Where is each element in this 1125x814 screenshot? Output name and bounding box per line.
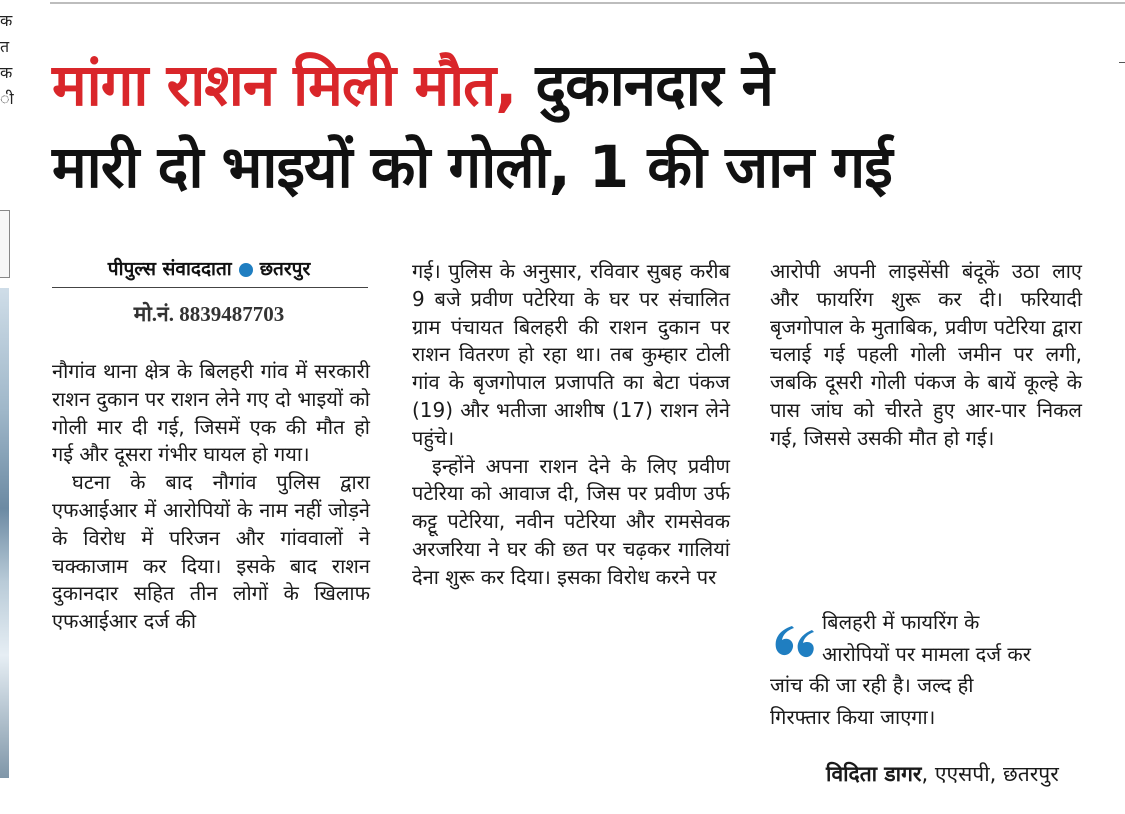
left-fragment: ी	[0, 89, 14, 108]
paragraph: नौगांव थाना क्षेत्र के बिलहरी गांव में सरकारी राशन दुकान पर राशन लेने गए दो भाइयों को गोली मार दी गई, जिसमें एक की मौत हो गई और दूसरा गंभीर घायल हो गया।	[52, 359, 370, 467]
adjacent-article-edge	[0, 0, 42, 814]
quote-line: बिलहरी में फायरिंग के	[822, 610, 980, 634]
paragraph: गई। पुलिस के अनुसार, रविवार सुबह करीब 9 बजे प्रवीण पटेरिया के घर पर संचालित ग्राम पंचायत बिलहरी की राशन दुकान पर राशन वितरण हो रहा था। तब कुम्हार टोली गांव के बृजगोपाल प्रजापति का बेटा पंकज (19) और भतीजा आशीष (17) राशन लेने पहुंचे।	[412, 259, 730, 450]
left-fragment: क	[0, 63, 13, 82]
reporter-name: पीपुल्स संवाददाता	[107, 258, 232, 280]
bullet-dot-icon	[239, 263, 253, 277]
quote-line: गिरफ्तार किया जाएगा।	[770, 704, 936, 729]
left-fragment: त	[0, 37, 10, 56]
headline-highlight: मांगा राशन मिली मौत	[52, 51, 496, 119]
byline-divider	[52, 287, 368, 288]
left-fragment: क	[0, 11, 13, 30]
quote-attribution	[826, 760, 1059, 788]
dateline-city: छतरपुर	[259, 258, 311, 280]
headline: मांगा राशन मिली मौत, दुकानदार ने मारी दो भाइयों को गोली, 1 की जान गई	[52, 51, 892, 201]
adjacent-photo	[0, 288, 9, 778]
speaker-name: विदिता डागर	[826, 762, 922, 786]
speaker-designation: , एएसपी, छतरपुर	[921, 762, 1059, 786]
top-rule	[50, 2, 1125, 4]
article-column-1	[52, 358, 370, 636]
quote-line: आरोपियों पर मामला दर्ज कर	[822, 641, 1031, 666]
paragraph: घटना के बाद नौगांव पुलिस द्वारा एफआईआर में आरोपियों के नाम नहीं जोड़ने के विरोध में परिजन और गांववालों ने चक्काजाम कर दिया। इसके बाद राशन दुकानदार सहित तीन लोगों के खिलाफ एफआईआर दर्ज की	[52, 470, 370, 634]
reporter-mobile: मो.नं. 8839487703	[133, 302, 285, 326]
headline-line2: मारी दो भाइयों को गोली, 1 की जान गई	[52, 133, 892, 201]
headline-line1-rest: दुकानदार ने	[516, 51, 773, 119]
paragraph: इन्होंने अपना राशन देने के लिए प्रवीण पटेरिया को आवाज दी, जिस पर प्रवीण उर्फ कट्टू पटेरिया, नवीन पटेरिया और रामसेवक अरजरिया ने घर की छत पर चढ़कर गालियां देना शुरू कर दिया। इसका विरोध करने पर	[412, 453, 730, 589]
byline	[52, 255, 366, 281]
article-column-2	[412, 258, 730, 592]
adjacent-box	[0, 210, 10, 278]
paragraph: आरोपी अपनी लाइसेंसी बंदूकें उठा लाए और फायरिंग शुरू कर दी। फरियादी बृजगोपाल के मुताबिक, प्रवीण पटेरिया द्वारा चलाई गई पहली गोली जमीन पर लगी, जबकि दूसरी गोली पंकज के बायें कूल्हे के पास जांघ को चीरते हुए आर-पार निकल गई, जिससे उसकी मौत हो गई।	[770, 259, 1082, 450]
article-column-3	[770, 258, 1082, 453]
quote-line: जांच की जा रही है। जल्द ही	[770, 673, 974, 697]
pull-quote	[770, 607, 1090, 733]
